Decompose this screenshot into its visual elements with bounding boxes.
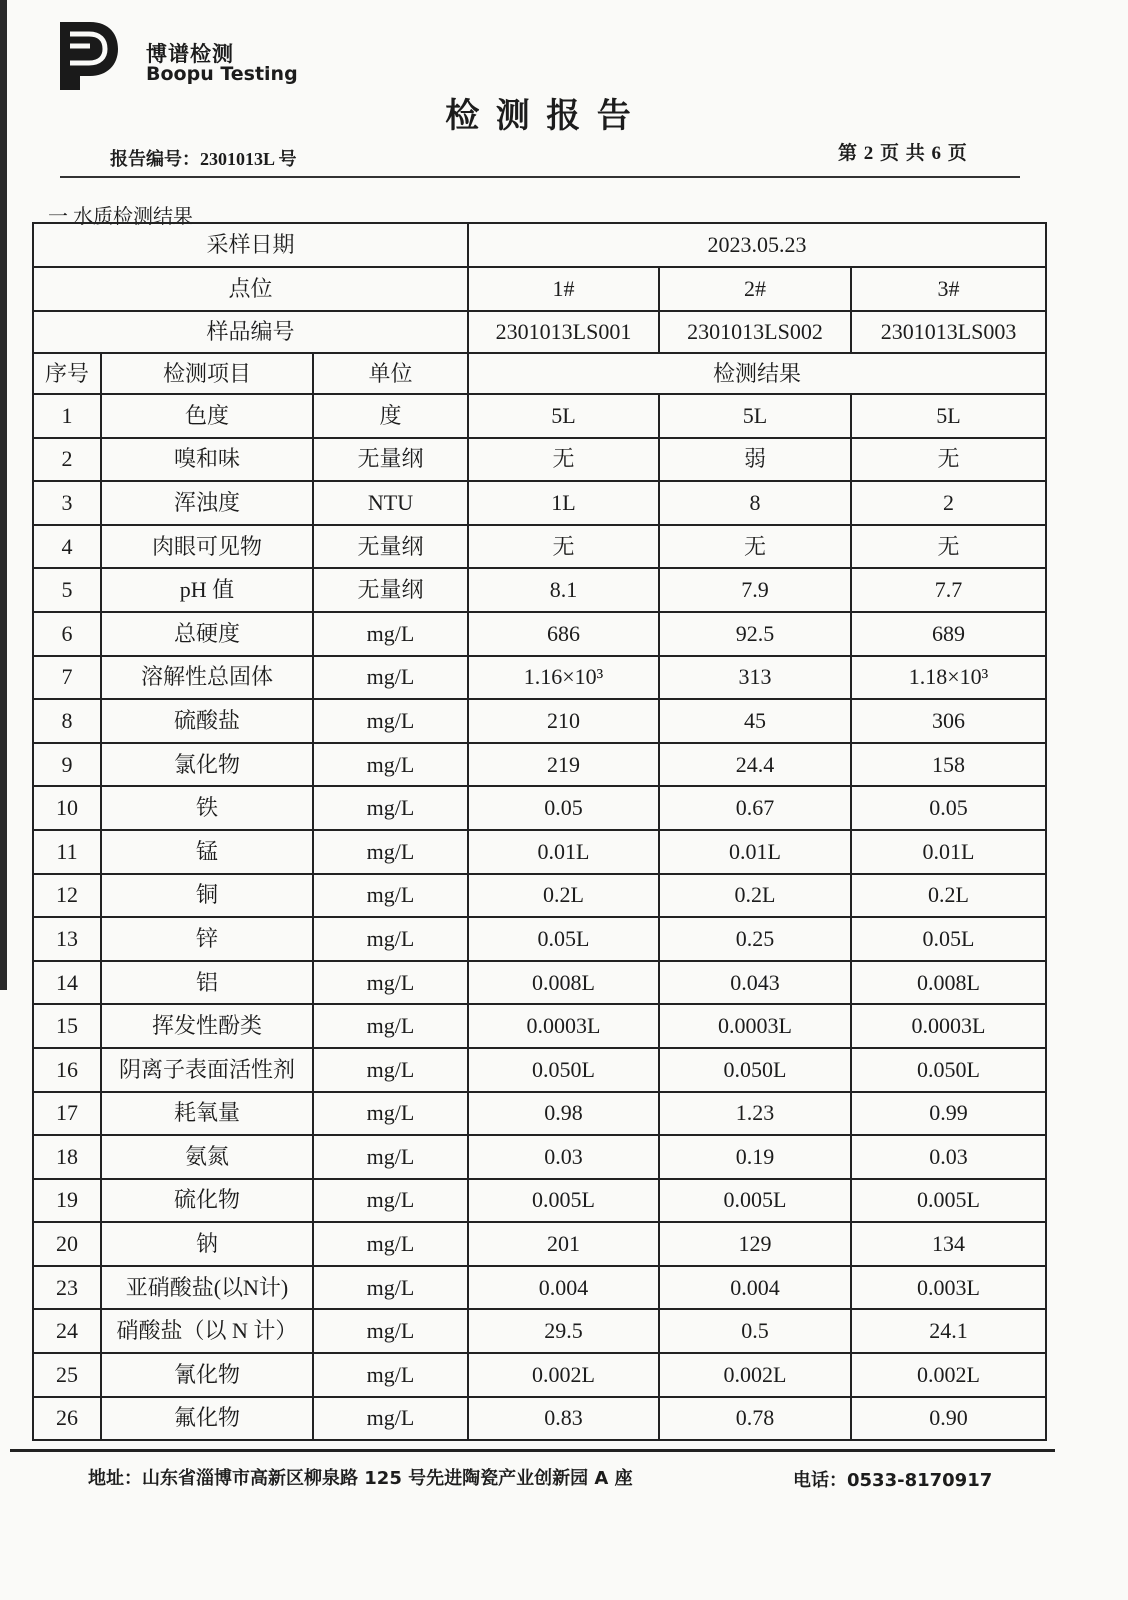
test-item: 氨氮 [101, 1135, 313, 1179]
result-point-1: 无 [468, 525, 659, 569]
table-row [33, 1309, 1046, 1353]
table-row [33, 525, 1046, 569]
result-point-3: 0.01L [851, 830, 1046, 874]
company-name-en: Boopu Testing [146, 63, 298, 85]
page-indicator: 第 2 页 共 6 页 [838, 143, 968, 164]
unit: 度 [313, 394, 468, 438]
result-point-3: 0.05L [851, 917, 1046, 961]
unit: mg/L [313, 917, 468, 961]
table-row [33, 394, 1046, 438]
result-point-3: 0.2L [851, 874, 1046, 918]
result-point-3: 0.05 [851, 786, 1046, 830]
unit: mg/L [313, 830, 468, 874]
result-point-1: 29.5 [468, 1309, 659, 1353]
table-row [33, 1048, 1046, 1092]
row-number: 9 [33, 743, 101, 787]
test-item: 耗氧量 [101, 1092, 313, 1136]
result-point-2: 0.2L [659, 874, 851, 918]
row-number: 17 [33, 1092, 101, 1136]
unit: mg/L [313, 743, 468, 787]
table-row [33, 786, 1046, 830]
result-point-2: 45 [659, 699, 851, 743]
unit: mg/L [313, 1179, 468, 1223]
result-point-2: 0.0003L [659, 1004, 851, 1048]
test-item: 氟化物 [101, 1397, 313, 1441]
report-number: 报告编号：2301013L 号 [110, 149, 297, 169]
table-row [33, 699, 1046, 743]
sampling-point-2: 2# [659, 267, 851, 311]
result-point-1: 0.008L [468, 961, 659, 1005]
result-point-1: 0.0003L [468, 1004, 659, 1048]
row-number: 3 [33, 481, 101, 525]
result-point-1: 5L [468, 394, 659, 438]
result-point-1: 0.004 [468, 1266, 659, 1310]
row-number: 19 [33, 1179, 101, 1223]
row-number: 14 [33, 961, 101, 1005]
result-point-2: 弱 [659, 438, 851, 482]
table-row [33, 1353, 1046, 1397]
test-item: 铁 [101, 786, 313, 830]
unit: mg/L [313, 1266, 468, 1310]
row-number: 1 [33, 394, 101, 438]
result-point-3: 0.008L [851, 961, 1046, 1005]
table-row [33, 1266, 1046, 1310]
sample-number-1: 2301013LS001 [468, 311, 659, 353]
table-row [33, 568, 1046, 612]
water-quality-results-table [32, 222, 1047, 1441]
result-point-1: 201 [468, 1222, 659, 1266]
unit: mg/L [313, 699, 468, 743]
result-point-3: 0.99 [851, 1092, 1046, 1136]
unit: mg/L [313, 1353, 468, 1397]
row-number: 13 [33, 917, 101, 961]
table-row [33, 656, 1046, 700]
result-point-2: 5L [659, 394, 851, 438]
result-point-3: 158 [851, 743, 1046, 787]
result-point-1: 0.83 [468, 1397, 659, 1441]
result-point-2: 7.9 [659, 568, 851, 612]
test-item: pH 值 [101, 568, 313, 612]
row-number: 18 [33, 1135, 101, 1179]
table-row [33, 830, 1046, 874]
table-row [33, 1092, 1046, 1136]
result-point-1: 219 [468, 743, 659, 787]
table-row [33, 961, 1046, 1005]
unit: NTU [313, 481, 468, 525]
test-item: 氯化物 [101, 743, 313, 787]
result-point-1: 0.03 [468, 1135, 659, 1179]
result-point-1: 0.05 [468, 786, 659, 830]
result-point-2: 0.01L [659, 830, 851, 874]
result-point-2: 0.005L [659, 1179, 851, 1223]
table-row [33, 917, 1046, 961]
result-point-1: 0.05L [468, 917, 659, 961]
result-point-1: 1.16×10³ [468, 656, 659, 700]
test-item: 锰 [101, 830, 313, 874]
test-item: 硝酸盐（以 N 计） [101, 1309, 313, 1353]
result-point-2: 24.4 [659, 743, 851, 787]
result-point-3: 7.7 [851, 568, 1046, 612]
test-item: 亚硝酸盐(以N计) [101, 1266, 313, 1310]
test-item: 硫酸盐 [101, 699, 313, 743]
result-point-3: 5L [851, 394, 1046, 438]
header-test-item: 检测项目 [101, 353, 313, 394]
row-number: 20 [33, 1222, 101, 1266]
unit: mg/L [313, 656, 468, 700]
unit: mg/L [313, 1309, 468, 1353]
row-number: 4 [33, 525, 101, 569]
unit: mg/L [313, 1092, 468, 1136]
test-item: 锌 [101, 917, 313, 961]
unit: mg/L [313, 874, 468, 918]
row-number: 8 [33, 699, 101, 743]
row-number: 2 [33, 438, 101, 482]
result-point-1: 0.98 [468, 1092, 659, 1136]
row-number: 12 [33, 874, 101, 918]
sample-number-label: 样品编号 [33, 311, 468, 353]
test-item: 钠 [101, 1222, 313, 1266]
result-point-3: 2 [851, 481, 1046, 525]
result-rows [33, 394, 1046, 1440]
footer-phone: 电话：0533-8170917 [793, 1470, 993, 1491]
test-item: 硫化物 [101, 1179, 313, 1223]
result-point-2: 0.19 [659, 1135, 851, 1179]
column-header-row [33, 353, 1046, 394]
row-number: 23 [33, 1266, 101, 1310]
sampling-date-label: 采样日期 [33, 223, 468, 267]
result-point-2: 0.78 [659, 1397, 851, 1441]
test-item: 铝 [101, 961, 313, 1005]
header-test-result: 检测结果 [468, 353, 1046, 394]
sample-number-row [33, 311, 1046, 353]
result-point-1: 0.050L [468, 1048, 659, 1092]
test-item: 色度 [101, 394, 313, 438]
unit: 无量纲 [313, 525, 468, 569]
result-point-2: 0.004 [659, 1266, 851, 1310]
table-row [33, 1179, 1046, 1223]
table-row [33, 438, 1046, 482]
table-row [33, 874, 1046, 918]
result-point-3: 0.005L [851, 1179, 1046, 1223]
result-point-2: 0.25 [659, 917, 851, 961]
result-point-1: 0.005L [468, 1179, 659, 1223]
header-divider [60, 176, 1020, 178]
header-row-number: 序号 [33, 353, 101, 394]
result-point-2: 0.002L [659, 1353, 851, 1397]
sampling-point-row [33, 267, 1046, 311]
unit: mg/L [313, 1048, 468, 1092]
row-number: 16 [33, 1048, 101, 1092]
result-point-3: 0.90 [851, 1397, 1046, 1441]
result-point-3: 0.003L [851, 1266, 1046, 1310]
unit: mg/L [313, 961, 468, 1005]
test-item: 浑浊度 [101, 481, 313, 525]
result-point-2: 1.23 [659, 1092, 851, 1136]
table-row [33, 743, 1046, 787]
section-title: 一 水质检测结果 [48, 206, 193, 228]
header-unit: 单位 [313, 353, 468, 394]
sample-number-3: 2301013LS003 [851, 311, 1046, 353]
test-item: 总硬度 [101, 612, 313, 656]
result-point-2: 92.5 [659, 612, 851, 656]
result-point-3: 1.18×10³ [851, 656, 1046, 700]
result-point-3: 无 [851, 438, 1046, 482]
result-point-3: 0.03 [851, 1135, 1046, 1179]
row-number: 10 [33, 786, 101, 830]
sampling-point-label: 点位 [33, 267, 468, 311]
boopu-logo-icon [56, 18, 120, 94]
result-point-3: 24.1 [851, 1309, 1046, 1353]
test-item: 铜 [101, 874, 313, 918]
row-number: 6 [33, 612, 101, 656]
unit: mg/L [313, 786, 468, 830]
document-title: 检 测 报 告 [445, 98, 635, 135]
table-row [33, 1004, 1046, 1048]
result-point-2: 0.67 [659, 786, 851, 830]
result-point-1: 8.1 [468, 568, 659, 612]
sampling-date-row [33, 223, 1046, 267]
sampling-date-value: 2023.05.23 [468, 223, 1046, 267]
scan-edge [0, 0, 7, 990]
result-point-3: 689 [851, 612, 1046, 656]
result-point-3: 0.050L [851, 1048, 1046, 1092]
result-point-2: 0.043 [659, 961, 851, 1005]
result-point-2: 313 [659, 656, 851, 700]
result-point-2: 0.050L [659, 1048, 851, 1092]
sampling-point-3: 3# [851, 267, 1046, 311]
row-number: 15 [33, 1004, 101, 1048]
result-point-1: 0.01L [468, 830, 659, 874]
result-point-2: 129 [659, 1222, 851, 1266]
result-point-1: 686 [468, 612, 659, 656]
result-point-1: 0.2L [468, 874, 659, 918]
test-item: 氰化物 [101, 1353, 313, 1397]
result-point-3: 134 [851, 1222, 1046, 1266]
result-point-2: 0.5 [659, 1309, 851, 1353]
result-point-3: 306 [851, 699, 1046, 743]
unit: mg/L [313, 612, 468, 656]
company-name-cn: 博谱检测 [146, 42, 234, 66]
row-number: 5 [33, 568, 101, 612]
result-point-1: 210 [468, 699, 659, 743]
result-point-2: 无 [659, 525, 851, 569]
result-point-1: 0.002L [468, 1353, 659, 1397]
test-item: 阴离子表面活性剂 [101, 1048, 313, 1092]
table-row [33, 1397, 1046, 1441]
unit: mg/L [313, 1004, 468, 1048]
test-item: 溶解性总固体 [101, 656, 313, 700]
result-point-3: 无 [851, 525, 1046, 569]
sample-number-2: 2301013LS002 [659, 311, 851, 353]
result-point-1: 无 [468, 438, 659, 482]
table-row [33, 1135, 1046, 1179]
unit: 无量纲 [313, 568, 468, 612]
row-number: 25 [33, 1353, 101, 1397]
footer-address: 地址：山东省淄博市高新区柳泉路 125 号先进陶瓷产业创新园 A 座 [88, 1468, 633, 1489]
row-number: 7 [33, 656, 101, 700]
test-item: 肉眼可见物 [101, 525, 313, 569]
result-point-1: 1L [468, 481, 659, 525]
footer-divider [10, 1449, 1055, 1452]
sampling-point-1: 1# [468, 267, 659, 311]
table-row [33, 612, 1046, 656]
unit: 无量纲 [313, 438, 468, 482]
unit: mg/L [313, 1397, 468, 1441]
unit: mg/L [313, 1222, 468, 1266]
result-point-3: 0.002L [851, 1353, 1046, 1397]
table-row [33, 1222, 1046, 1266]
table-row [33, 481, 1046, 525]
row-number: 24 [33, 1309, 101, 1353]
unit: mg/L [313, 1135, 468, 1179]
test-item: 嗅和味 [101, 438, 313, 482]
row-number: 26 [33, 1397, 101, 1441]
result-point-2: 8 [659, 481, 851, 525]
result-point-3: 0.0003L [851, 1004, 1046, 1048]
row-number: 11 [33, 830, 101, 874]
test-item: 挥发性酚类 [101, 1004, 313, 1048]
